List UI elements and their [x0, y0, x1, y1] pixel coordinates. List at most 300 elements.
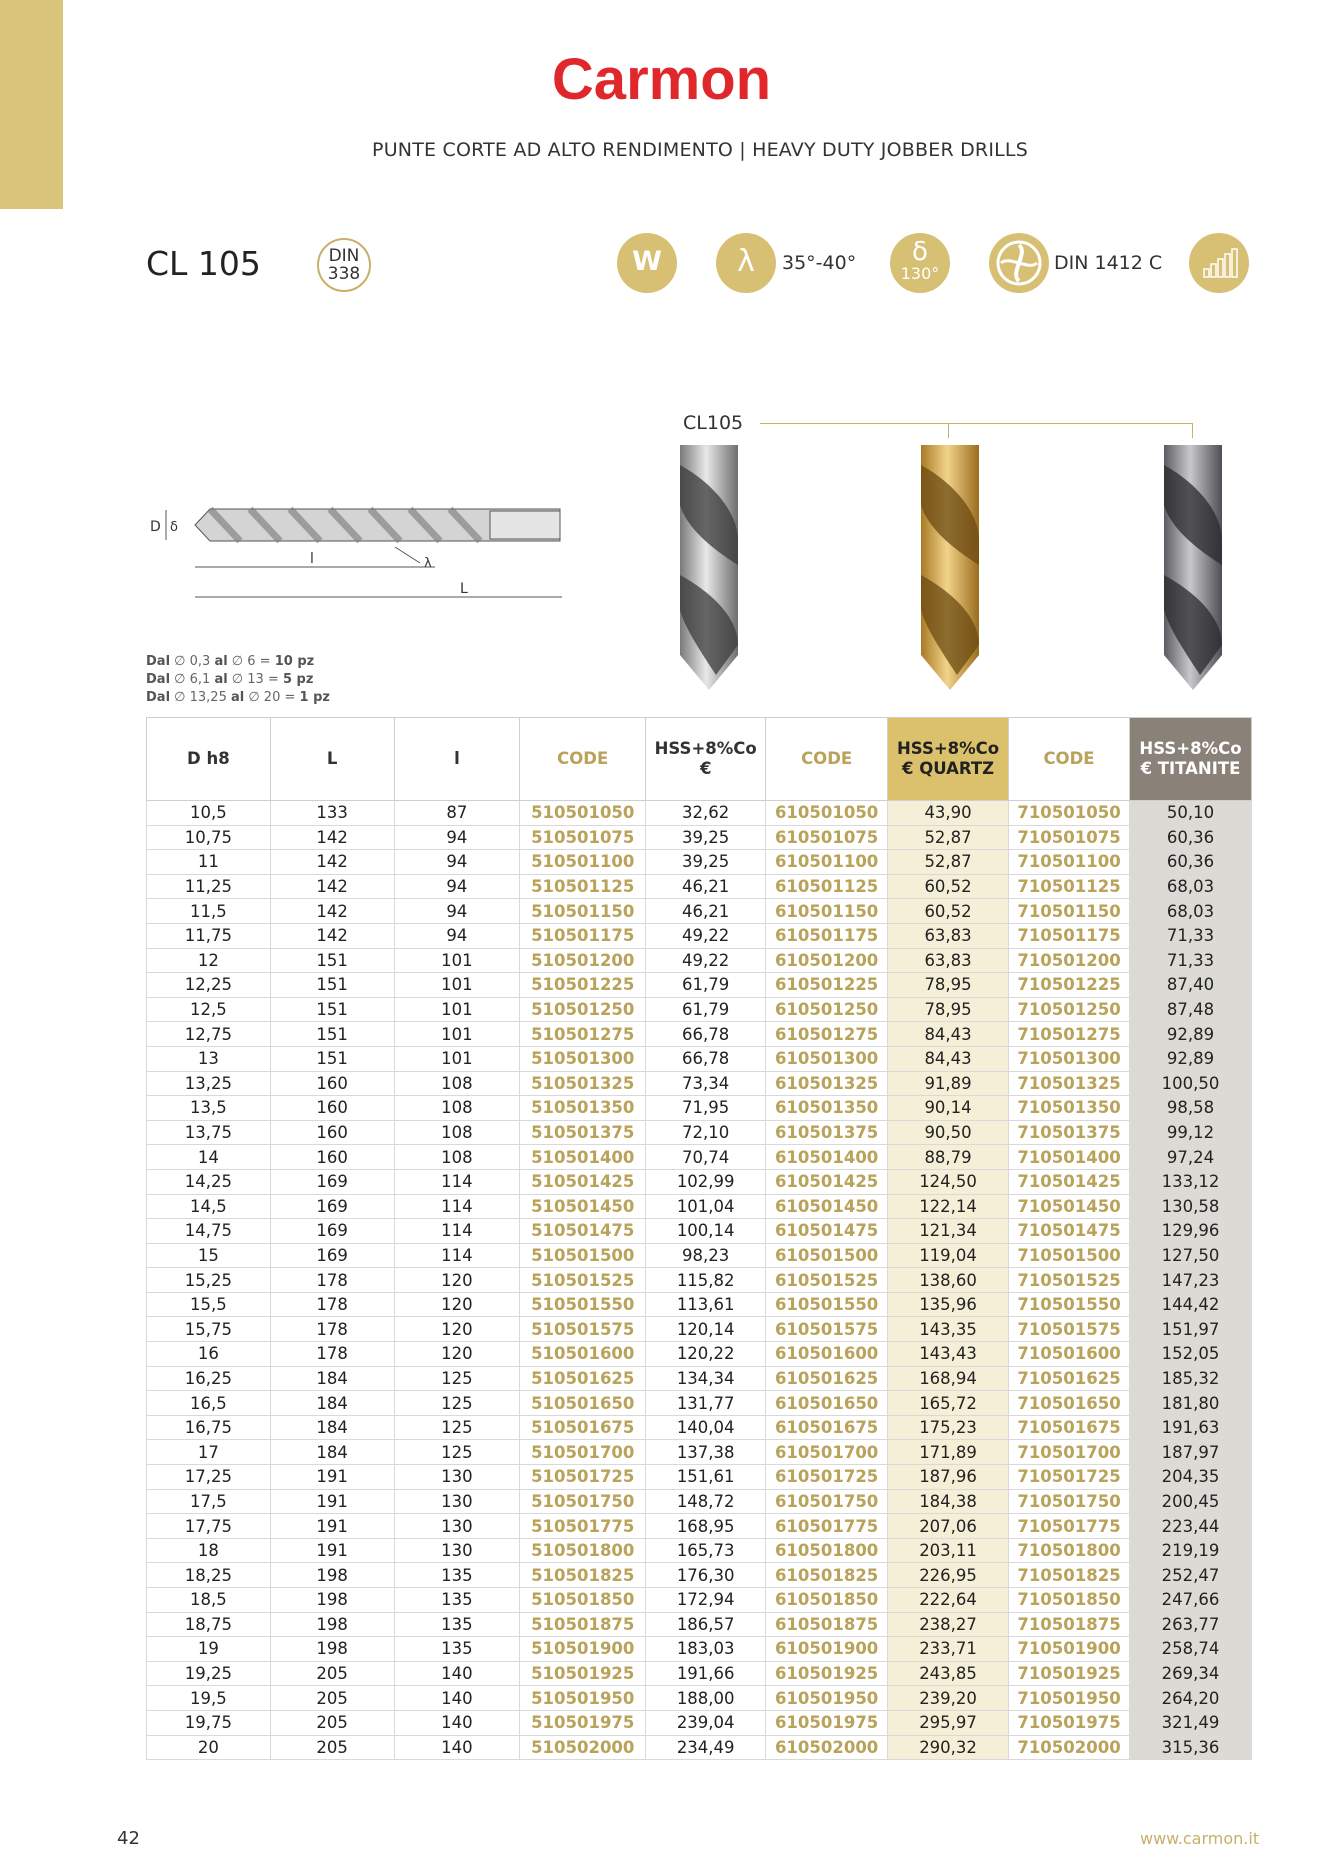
cell-code-standard: 510501525 — [520, 1268, 646, 1293]
table-row — [147, 1292, 1252, 1317]
cell-code-standard: 510501575 — [520, 1317, 646, 1342]
cell-price-quartz: 78,95 — [888, 997, 1009, 1022]
cell-flute-length: 130 — [394, 1489, 520, 1514]
cell-code-standard: 510501400 — [520, 1145, 646, 1170]
table-header-row — [147, 718, 1252, 801]
cell-price-titanite: 187,97 — [1129, 1440, 1251, 1465]
cell-diameter: 20 — [147, 1735, 271, 1760]
cell-price-standard: 134,34 — [646, 1366, 766, 1391]
cell-total-length: 151 — [270, 1046, 394, 1071]
w-type-icon: W — [617, 233, 677, 293]
cell-code-quartz: 610501125 — [766, 874, 888, 899]
cell-flute-length: 94 — [394, 825, 520, 850]
cell-flute-length: 101 — [394, 1022, 520, 1047]
cell-code-quartz: 610501800 — [766, 1538, 888, 1563]
table-row — [147, 1022, 1252, 1047]
cell-flute-length: 101 — [394, 948, 520, 973]
cell-flute-length: 114 — [394, 1194, 520, 1219]
cell-code-quartz: 610501300 — [766, 1046, 888, 1071]
cell-price-standard: 120,22 — [646, 1342, 766, 1367]
point-angle-value: 130° — [900, 264, 940, 283]
cell-price-quartz: 187,96 — [888, 1465, 1009, 1490]
cell-code-standard: 510501800 — [520, 1538, 646, 1563]
cell-code-titanite: 710501150 — [1009, 899, 1130, 924]
cell-diameter: 16 — [147, 1342, 271, 1367]
table-row — [147, 1612, 1252, 1637]
cell-code-quartz: 610501450 — [766, 1194, 888, 1219]
cell-price-titanite: 133,12 — [1129, 1169, 1251, 1194]
cell-price-titanite: 68,03 — [1129, 874, 1251, 899]
cell-price-standard: 120,14 — [646, 1317, 766, 1342]
cell-flute-length: 114 — [394, 1243, 520, 1268]
table-row — [147, 1637, 1252, 1662]
cell-diameter: 14 — [147, 1145, 271, 1170]
cell-price-titanite: 130,58 — [1129, 1194, 1251, 1219]
cell-price-quartz: 63,83 — [888, 923, 1009, 948]
cell-price-quartz: 52,87 — [888, 825, 1009, 850]
cell-diameter: 19 — [147, 1637, 271, 1662]
cell-code-standard: 510501950 — [520, 1686, 646, 1711]
col-header-price-titanite: HSS+8%Co € TITANITE — [1129, 718, 1251, 801]
cell-code-standard: 510501200 — [520, 948, 646, 973]
cell-diameter: 15,75 — [147, 1317, 271, 1342]
cell-price-quartz: 175,23 — [888, 1415, 1009, 1440]
cell-code-standard: 510501875 — [520, 1612, 646, 1637]
cell-diameter: 18,75 — [147, 1612, 271, 1637]
cell-price-titanite: 219,19 — [1129, 1538, 1251, 1563]
cell-price-titanite: 264,20 — [1129, 1686, 1251, 1711]
cell-total-length: 184 — [270, 1366, 394, 1391]
cell-flute-length: 125 — [394, 1391, 520, 1416]
cell-price-titanite: 223,44 — [1129, 1514, 1251, 1539]
cell-code-standard: 510501375 — [520, 1120, 646, 1145]
cell-price-titanite: 185,32 — [1129, 1366, 1251, 1391]
cell-code-titanite: 710501075 — [1009, 825, 1130, 850]
table-row — [147, 1096, 1252, 1121]
figure-leader-line — [760, 423, 1193, 438]
cell-price-titanite: 129,96 — [1129, 1219, 1251, 1244]
cell-price-quartz: 184,38 — [888, 1489, 1009, 1514]
cell-code-standard: 510501175 — [520, 923, 646, 948]
packaging-line: Dal ∅ 6,1 al ∅ 13 = 5 pz — [146, 672, 314, 687]
cell-price-quartz: 238,27 — [888, 1612, 1009, 1637]
cell-code-standard: 510501150 — [520, 899, 646, 924]
table-row — [147, 1514, 1252, 1539]
col-header-total-length: L — [270, 718, 394, 801]
cell-total-length: 142 — [270, 825, 394, 850]
cell-price-standard: 39,25 — [646, 850, 766, 875]
cell-diameter: 18 — [147, 1538, 271, 1563]
cell-diameter: 17 — [147, 1440, 271, 1465]
cell-total-length: 198 — [270, 1637, 394, 1662]
cell-code-standard: 510501700 — [520, 1440, 646, 1465]
packaging-info — [146, 653, 330, 707]
cell-price-titanite: 99,12 — [1129, 1120, 1251, 1145]
cell-code-titanite: 710501750 — [1009, 1489, 1130, 1514]
cell-price-titanite: 97,24 — [1129, 1145, 1251, 1170]
cell-code-quartz: 610502000 — [766, 1735, 888, 1760]
cell-price-quartz: 90,50 — [888, 1120, 1009, 1145]
cell-price-quartz: 135,96 — [888, 1292, 1009, 1317]
cell-code-titanite: 710501300 — [1009, 1046, 1130, 1071]
cell-price-quartz: 290,32 — [888, 1735, 1009, 1760]
cell-flute-length: 108 — [394, 1145, 520, 1170]
cell-total-length: 191 — [270, 1465, 394, 1490]
cell-price-quartz: 233,71 — [888, 1637, 1009, 1662]
cell-price-standard: 140,04 — [646, 1415, 766, 1440]
cell-price-standard: 234,49 — [646, 1735, 766, 1760]
cell-total-length: 178 — [270, 1317, 394, 1342]
cell-diameter: 15 — [147, 1243, 271, 1268]
cell-diameter: 11,5 — [147, 899, 271, 924]
table-row — [147, 923, 1252, 948]
cell-flute-length: 101 — [394, 973, 520, 998]
cell-total-length: 151 — [270, 948, 394, 973]
cell-code-quartz: 610501525 — [766, 1268, 888, 1293]
cell-total-length: 142 — [270, 899, 394, 924]
cell-price-standard: 102,99 — [646, 1169, 766, 1194]
bar-chart-icon — [1189, 233, 1249, 293]
cell-price-standard: 137,38 — [646, 1440, 766, 1465]
cell-price-quartz: 207,06 — [888, 1514, 1009, 1539]
cell-total-length: 169 — [270, 1219, 394, 1244]
cell-diameter: 11 — [147, 850, 271, 875]
table-row — [147, 1194, 1252, 1219]
diagram-label-delta: δ — [170, 520, 178, 535]
table-row — [147, 1391, 1252, 1416]
cell-total-length: 178 — [270, 1268, 394, 1293]
cell-diameter: 17,75 — [147, 1514, 271, 1539]
cell-code-standard: 510501125 — [520, 874, 646, 899]
cell-price-titanite: 92,89 — [1129, 1046, 1251, 1071]
cell-total-length: 133 — [270, 801, 394, 826]
cell-total-length: 205 — [270, 1686, 394, 1711]
cell-code-quartz: 610501700 — [766, 1440, 888, 1465]
cell-code-quartz: 610501625 — [766, 1366, 888, 1391]
cell-price-quartz: 78,95 — [888, 973, 1009, 998]
cell-flute-length: 108 — [394, 1096, 520, 1121]
cell-total-length: 198 — [270, 1588, 394, 1613]
cell-flute-length: 94 — [394, 923, 520, 948]
drill-image-standard — [676, 445, 742, 690]
cell-price-standard: 148,72 — [646, 1489, 766, 1514]
cell-price-quartz: 168,94 — [888, 1366, 1009, 1391]
cell-code-titanite: 710501525 — [1009, 1268, 1130, 1293]
diagram-label-l: l — [310, 551, 314, 567]
cell-diameter: 12,25 — [147, 973, 271, 998]
cell-code-quartz: 610501325 — [766, 1071, 888, 1096]
cell-diameter: 18,25 — [147, 1563, 271, 1588]
cell-code-titanite: 710501900 — [1009, 1637, 1130, 1662]
table-row — [147, 1735, 1252, 1760]
cell-code-quartz: 610501875 — [766, 1612, 888, 1637]
cell-code-quartz: 610501400 — [766, 1145, 888, 1170]
cell-price-titanite: 151,97 — [1129, 1317, 1251, 1342]
cell-price-quartz: 222,64 — [888, 1588, 1009, 1613]
cell-code-quartz: 610501550 — [766, 1292, 888, 1317]
cell-price-standard: 98,23 — [646, 1243, 766, 1268]
cell-code-quartz: 610501950 — [766, 1686, 888, 1711]
cell-diameter: 15,5 — [147, 1292, 271, 1317]
cell-code-titanite: 710501950 — [1009, 1686, 1130, 1711]
cell-code-quartz: 610501375 — [766, 1120, 888, 1145]
cell-diameter: 15,25 — [147, 1268, 271, 1293]
table-row — [147, 1268, 1252, 1293]
cell-price-standard: 32,62 — [646, 801, 766, 826]
cell-diameter: 19,5 — [147, 1686, 271, 1711]
website-link[interactable]: www.carmon.it — [1140, 1829, 1260, 1848]
din-standard-text: DIN 1412 C — [1054, 252, 1163, 274]
col-header-flute-length: l — [394, 718, 520, 801]
cell-diameter: 10,75 — [147, 825, 271, 850]
cell-code-standard: 510501425 — [520, 1169, 646, 1194]
cell-price-quartz: 171,89 — [888, 1440, 1009, 1465]
cell-price-quartz: 295,97 — [888, 1710, 1009, 1735]
table-row — [147, 1071, 1252, 1096]
table-row — [147, 1366, 1252, 1391]
cell-code-standard: 510501500 — [520, 1243, 646, 1268]
cell-total-length: 160 — [270, 1071, 394, 1096]
drill-image-titanite — [1160, 445, 1226, 690]
cell-code-quartz: 610501500 — [766, 1243, 888, 1268]
cell-code-titanite: 710501175 — [1009, 923, 1130, 948]
cell-code-standard: 510501825 — [520, 1563, 646, 1588]
cell-flute-length: 120 — [394, 1317, 520, 1342]
cell-price-standard: 151,61 — [646, 1465, 766, 1490]
cell-flute-length: 135 — [394, 1563, 520, 1588]
cell-price-quartz: 91,89 — [888, 1071, 1009, 1096]
cell-flute-length: 125 — [394, 1440, 520, 1465]
cell-code-titanite: 710501925 — [1009, 1661, 1130, 1686]
cell-code-titanite: 710501850 — [1009, 1588, 1130, 1613]
cell-price-titanite: 50,10 — [1129, 801, 1251, 826]
cell-flute-length: 140 — [394, 1735, 520, 1760]
cell-code-titanite: 710501425 — [1009, 1169, 1130, 1194]
cell-price-standard: 183,03 — [646, 1637, 766, 1662]
cell-diameter: 13 — [147, 1046, 271, 1071]
cell-flute-length: 94 — [394, 899, 520, 924]
cell-price-titanite: 71,33 — [1129, 948, 1251, 973]
cell-flute-length: 130 — [394, 1514, 520, 1539]
cell-price-titanite: 269,34 — [1129, 1661, 1251, 1686]
cell-code-standard: 510501325 — [520, 1071, 646, 1096]
cell-price-standard: 70,74 — [646, 1145, 766, 1170]
cell-price-quartz: 84,43 — [888, 1022, 1009, 1047]
cell-flute-length: 140 — [394, 1710, 520, 1735]
cell-price-titanite: 181,80 — [1129, 1391, 1251, 1416]
cell-total-length: 184 — [270, 1440, 394, 1465]
cell-code-titanite: 710501825 — [1009, 1563, 1130, 1588]
cell-price-titanite: 200,45 — [1129, 1489, 1251, 1514]
cell-price-titanite: 263,77 — [1129, 1612, 1251, 1637]
table-row — [147, 1588, 1252, 1613]
cell-total-length: 169 — [270, 1243, 394, 1268]
cell-code-quartz: 610501675 — [766, 1415, 888, 1440]
table-row — [147, 1317, 1252, 1342]
cell-code-titanite: 710501700 — [1009, 1440, 1130, 1465]
cell-price-standard: 101,04 — [646, 1194, 766, 1219]
cell-code-titanite: 710501400 — [1009, 1145, 1130, 1170]
cell-code-standard: 510501750 — [520, 1489, 646, 1514]
cell-code-standard: 510501050 — [520, 801, 646, 826]
col-header-price-standard: HSS+8%Co € — [646, 718, 766, 801]
drill-dimension-diagram — [150, 495, 570, 605]
delta-symbol: δ — [912, 237, 928, 267]
product-table — [146, 717, 1252, 1760]
cell-price-quartz: 43,90 — [888, 801, 1009, 826]
cell-diameter: 12,75 — [147, 1022, 271, 1047]
cell-price-quartz: 52,87 — [888, 850, 1009, 875]
cell-diameter: 11,75 — [147, 923, 271, 948]
cell-total-length: 178 — [270, 1342, 394, 1367]
cell-diameter: 16,75 — [147, 1415, 271, 1440]
figure-label: CL105 — [683, 412, 744, 434]
cell-total-length: 184 — [270, 1391, 394, 1416]
cell-price-standard: 239,04 — [646, 1710, 766, 1735]
cell-price-quartz: 143,35 — [888, 1317, 1009, 1342]
cell-code-standard: 510501075 — [520, 825, 646, 850]
cell-price-titanite: 147,23 — [1129, 1268, 1251, 1293]
cell-code-standard: 510501550 — [520, 1292, 646, 1317]
cell-code-titanite: 710501650 — [1009, 1391, 1130, 1416]
cell-code-quartz: 610501100 — [766, 850, 888, 875]
cell-flute-length: 101 — [394, 1046, 520, 1071]
cell-diameter: 19,75 — [147, 1710, 271, 1735]
cell-flute-length: 94 — [394, 850, 520, 875]
din-badge-top: DIN — [328, 246, 360, 266]
cell-code-standard: 510501100 — [520, 850, 646, 875]
cell-total-length: 160 — [270, 1120, 394, 1145]
cell-code-standard: 510501975 — [520, 1710, 646, 1735]
cell-price-titanite: 321,49 — [1129, 1710, 1251, 1735]
cell-diameter: 13,5 — [147, 1096, 271, 1121]
table-row — [147, 948, 1252, 973]
cell-price-quartz: 60,52 — [888, 874, 1009, 899]
cell-diameter: 16,5 — [147, 1391, 271, 1416]
table-row — [147, 1465, 1252, 1490]
table-row — [147, 1169, 1252, 1194]
cell-price-standard: 66,78 — [646, 1046, 766, 1071]
cell-flute-length: 101 — [394, 997, 520, 1022]
cell-code-titanite: 710501325 — [1009, 1071, 1130, 1096]
cell-code-standard: 510501600 — [520, 1342, 646, 1367]
cell-flute-length: 120 — [394, 1292, 520, 1317]
cell-flute-length: 87 — [394, 801, 520, 826]
cell-price-quartz: 63,83 — [888, 948, 1009, 973]
cell-diameter: 14,75 — [147, 1219, 271, 1244]
cell-price-titanite: 204,35 — [1129, 1465, 1251, 1490]
cell-price-quartz: 239,20 — [888, 1686, 1009, 1711]
cell-price-standard: 66,78 — [646, 1022, 766, 1047]
cell-flute-length: 140 — [394, 1686, 520, 1711]
table-row — [147, 1661, 1252, 1686]
cell-code-quartz: 610501575 — [766, 1317, 888, 1342]
cell-code-titanite: 710501050 — [1009, 801, 1130, 826]
table-row — [147, 973, 1252, 998]
cell-price-standard: 191,66 — [646, 1661, 766, 1686]
table-row — [147, 1243, 1252, 1268]
cell-total-length: 191 — [270, 1489, 394, 1514]
cell-price-standard: 61,79 — [646, 973, 766, 998]
cell-price-quartz: 119,04 — [888, 1243, 1009, 1268]
cell-flute-length: 114 — [394, 1169, 520, 1194]
cell-code-titanite: 710501725 — [1009, 1465, 1130, 1490]
drill-profile-icon — [989, 233, 1049, 293]
table-row — [147, 1219, 1252, 1244]
table-row — [147, 1120, 1252, 1145]
table-row — [147, 801, 1252, 826]
cell-code-titanite: 710501450 — [1009, 1194, 1130, 1219]
cell-code-titanite: 710501800 — [1009, 1538, 1130, 1563]
cell-code-quartz: 610501050 — [766, 801, 888, 826]
cell-total-length: 205 — [270, 1735, 394, 1760]
cell-diameter: 12,5 — [147, 997, 271, 1022]
cell-code-titanite: 710501100 — [1009, 850, 1130, 875]
cell-diameter: 11,25 — [147, 874, 271, 899]
cell-code-quartz: 610501075 — [766, 825, 888, 850]
cell-price-titanite: 247,66 — [1129, 1588, 1251, 1613]
cell-code-titanite: 710501550 — [1009, 1292, 1130, 1317]
cell-code-titanite: 710501775 — [1009, 1514, 1130, 1539]
packaging-line: Dal ∅ 0,3 al ∅ 6 = 10 pz — [146, 654, 315, 669]
cell-code-standard: 510502000 — [520, 1735, 646, 1760]
cell-code-quartz: 610501850 — [766, 1588, 888, 1613]
cell-code-quartz: 610501225 — [766, 973, 888, 998]
table-row — [147, 899, 1252, 924]
cell-code-titanite: 710501675 — [1009, 1415, 1130, 1440]
cell-diameter: 10,5 — [147, 801, 271, 826]
cell-code-quartz: 610501425 — [766, 1169, 888, 1194]
cell-total-length: 151 — [270, 1022, 394, 1047]
cell-price-quartz: 124,50 — [888, 1169, 1009, 1194]
table-row — [147, 850, 1252, 875]
col-header-diameter: D h8 — [147, 718, 271, 801]
cell-flute-length: 108 — [394, 1120, 520, 1145]
cell-price-standard: 165,73 — [646, 1538, 766, 1563]
cell-total-length: 198 — [270, 1563, 394, 1588]
cell-code-titanite: 710501475 — [1009, 1219, 1130, 1244]
cell-code-titanite: 710501275 — [1009, 1022, 1130, 1047]
cell-code-standard: 510501925 — [520, 1661, 646, 1686]
page-number: 42 — [117, 1828, 140, 1849]
cell-price-standard: 46,21 — [646, 899, 766, 924]
cell-diameter: 13,25 — [147, 1071, 271, 1096]
table-row — [147, 1710, 1252, 1735]
cell-total-length: 205 — [270, 1661, 394, 1686]
cell-price-standard: 115,82 — [646, 1268, 766, 1293]
cell-code-standard: 510501275 — [520, 1022, 646, 1047]
cell-code-quartz: 610501900 — [766, 1637, 888, 1662]
cell-price-quartz: 121,34 — [888, 1219, 1009, 1244]
cell-code-standard: 510501300 — [520, 1046, 646, 1071]
page-subtitle: PUNTE CORTE AD ALTO RENDIMENTO | HEAVY DUTY JOBBER DRILLS — [372, 139, 1028, 161]
cell-code-titanite: 710501200 — [1009, 948, 1130, 973]
cell-total-length: 160 — [270, 1096, 394, 1121]
cell-price-standard: 61,79 — [646, 997, 766, 1022]
cell-code-standard: 510501450 — [520, 1194, 646, 1219]
cell-total-length: 178 — [270, 1292, 394, 1317]
cell-total-length: 184 — [270, 1415, 394, 1440]
lambda-icon: λ — [716, 233, 776, 293]
cell-price-titanite: 127,50 — [1129, 1243, 1251, 1268]
cell-price-standard: 72,10 — [646, 1120, 766, 1145]
cell-diameter: 16,25 — [147, 1366, 271, 1391]
cell-code-titanite: 710501250 — [1009, 997, 1130, 1022]
cell-price-titanite: 315,36 — [1129, 1735, 1251, 1760]
din-badge — [317, 238, 371, 292]
cell-flute-length: 94 — [394, 874, 520, 899]
cell-total-length: 151 — [270, 997, 394, 1022]
